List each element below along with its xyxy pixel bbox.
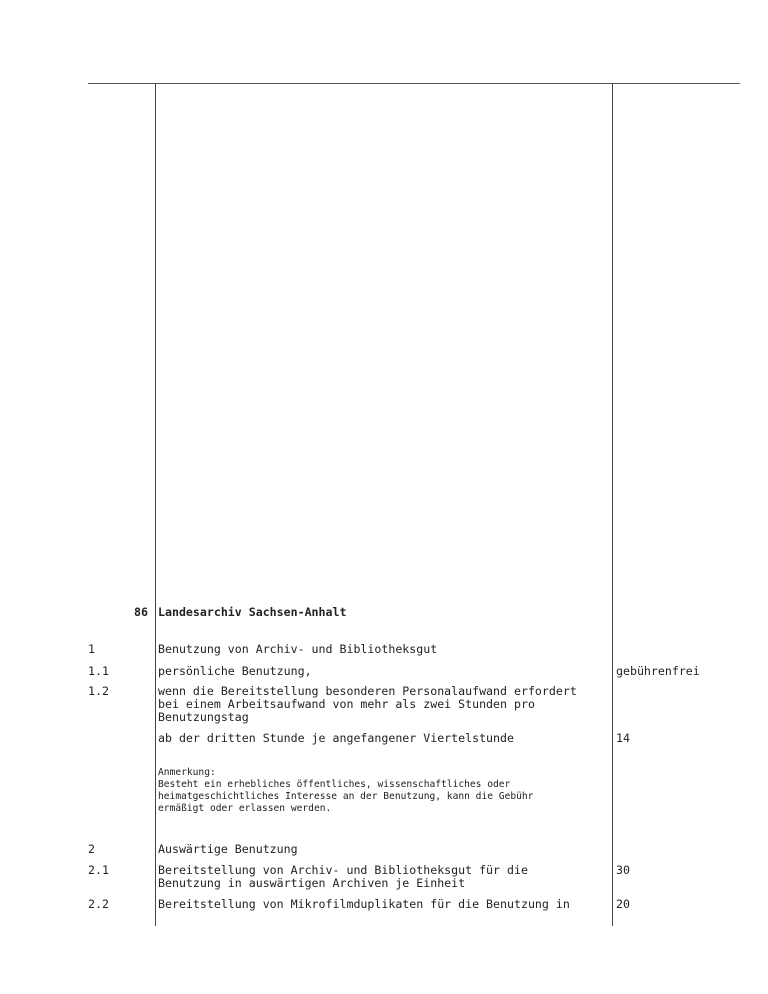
- row-text: bei einem Arbeitsaufwand von mehr als zwei Stunden pro: [158, 697, 535, 711]
- section-title: Landesarchiv Sachsen-Anhalt: [158, 605, 347, 619]
- note-line: Besteht ein erhebliches öffentliches, wissenschaftliches oder: [158, 779, 511, 790]
- row-text: Bereitstellung von Archiv- und Bibliotheksgut für die: [158, 863, 528, 877]
- note-line: ermäßigt oder erlassen werden.: [158, 803, 332, 814]
- row-number: 2: [88, 842, 95, 856]
- row-fee: gebührenfrei: [616, 664, 700, 678]
- row-fee: 14: [616, 731, 630, 745]
- row-text: wenn die Bereitstellung besonderen Personalaufwand erfordert: [158, 684, 577, 698]
- row-number: 1.2: [88, 684, 109, 698]
- row-number: 2.2: [88, 897, 109, 911]
- section-number: 86: [134, 605, 148, 619]
- row-text: Benutzungstag: [158, 710, 249, 724]
- row-fee: 20: [616, 897, 630, 911]
- column-divider-right: [612, 83, 613, 926]
- row-text: persönliche Benutzung,: [158, 664, 312, 678]
- top-rule: [88, 83, 740, 84]
- note-line: heimatgeschichtliches Interesse an der Benutzung, kann die Gebühr: [158, 791, 534, 802]
- row-number: 1.1: [88, 664, 109, 678]
- row-text: Auswärtige Benutzung: [158, 842, 298, 856]
- column-divider-left: [155, 83, 156, 926]
- row-text: Benutzung von Archiv- und Bibliotheksgut: [158, 642, 438, 656]
- row-number: 2.1: [88, 863, 109, 877]
- row-number: 1: [88, 642, 95, 656]
- note-label: Anmerkung:: [158, 767, 216, 778]
- row-text: Benutzung in auswärtigen Archiven je Einheit: [158, 876, 466, 890]
- row-text: ab der dritten Stunde je angefangener Viertelstunde: [158, 731, 514, 745]
- row-fee: 30: [616, 863, 630, 877]
- row-text: Bereitstellung von Mikrofilmduplikaten für die Benutzung in: [158, 897, 570, 911]
